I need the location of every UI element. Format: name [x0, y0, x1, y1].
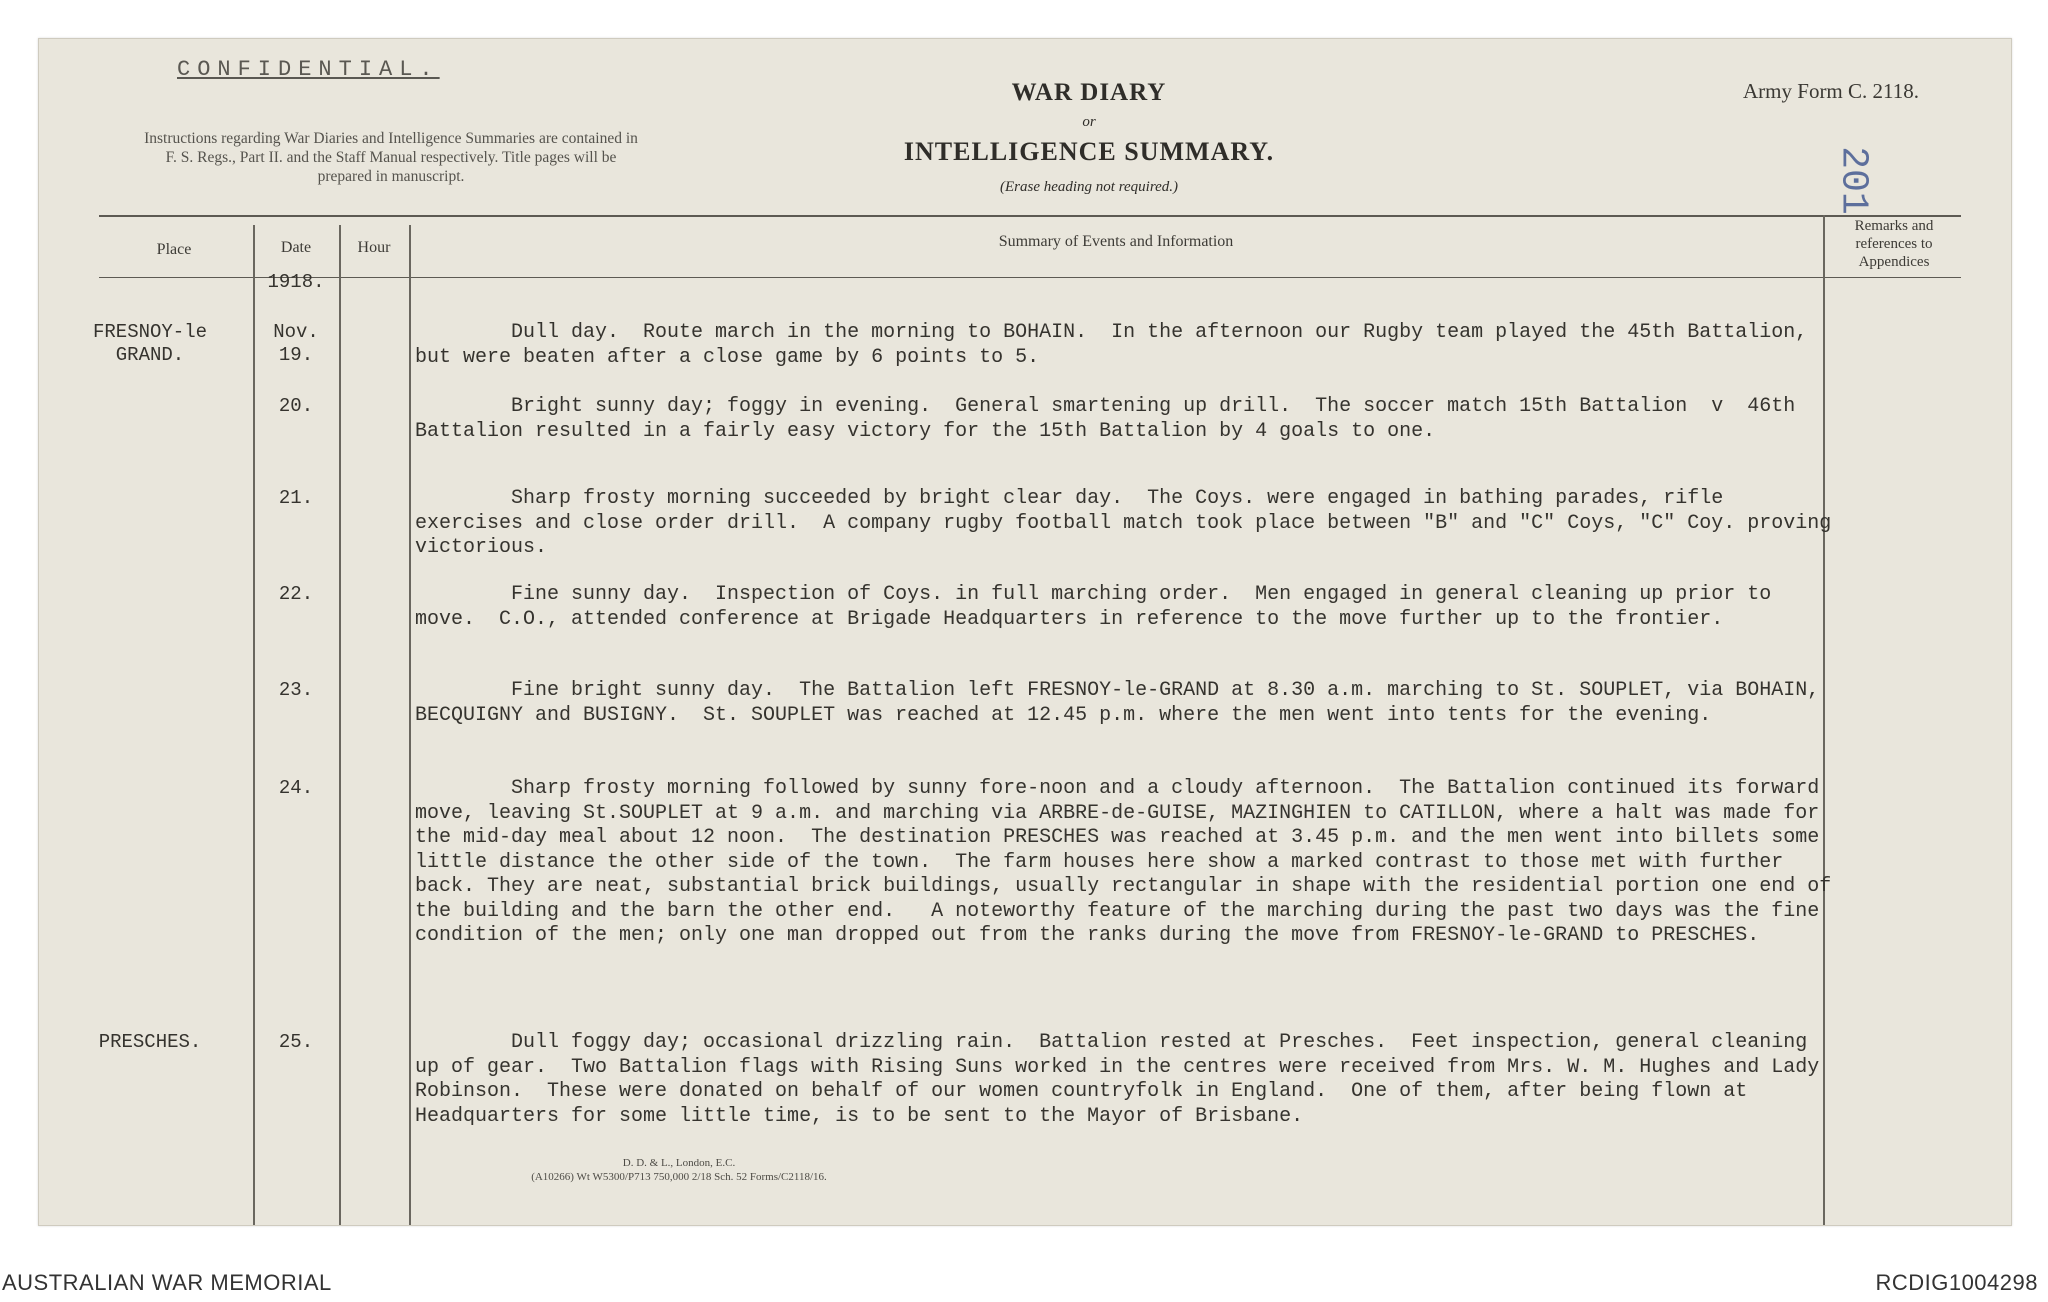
- col-header-hour: Hour: [357, 239, 391, 256]
- title-intelligence-summary: INTELLIGENCE SUMMARY.: [903, 137, 1275, 166]
- date-22: 22.: [278, 583, 314, 605]
- date-20: 20.: [278, 395, 314, 417]
- army-form-number: Army Form C. 2118.: [1743, 79, 1919, 103]
- printer-line-2: (A10266) Wt W5300/P713 750,000 2/18 Sch. 52 Forms/C2118/16.: [531, 1171, 827, 1183]
- date-nov-19: Nov. 19.: [273, 321, 319, 366]
- date-23: 23.: [278, 679, 314, 701]
- date-25: 25.: [278, 1031, 314, 1053]
- col-header-date: Date: [280, 239, 312, 256]
- entry-nov-25: Dull foggy day; occasional drizzling rain. Battalion rested at Presches. Feet inspection, general cleaning up of gear. Two Battalion flags with Rising Suns worked in the centres were received from Mrs. W. M. Hughes and Lady Robinson. These were donated on behalf of our women countryfolk in England. One of them, after being flown at Headquarters for some little time, is to be sent to the Mayor of Brisbane.: [415, 1031, 1832, 1128]
- entry-nov-23: Fine bright sunny day. The Battalion left FRESNOY-le-GRAND at 8.30 a.m. marching to St. SOUPLET, via BOHAIN, BECQUIGNY and BUSIGNY. St. SOUPLET was reached at 12.45 p.m. where the men went into tents for the evening.: [415, 679, 1832, 727]
- diary-sheet: [38, 38, 2012, 1226]
- entry-nov-21: Sharp frosty morning succeeded by bright clear day. The Coys. were engaged in bathing parades, rifle exercises and close order drill. A company rugby football match took place between "B" and "C" Coys, "C" Coy. proving victorious.: [415, 487, 1844, 559]
- col-header-summary: Summary of Events and Information: [998, 233, 1234, 250]
- place-fresnoy: FRESNOY-le GRAND.: [92, 321, 208, 366]
- footer-item-id: RCDIG1004298: [1875, 1270, 2038, 1295]
- place-presches: PRESCHES.: [98, 1031, 202, 1053]
- col-header-place: Place: [156, 241, 192, 258]
- table-top-rule: [99, 215, 1961, 217]
- title-war-diary: WAR DIARY: [1011, 79, 1167, 106]
- date-21: 21.: [278, 487, 314, 509]
- entry-nov-20: Bright sunny day; foggy in evening. General smartening up drill. The soccer match 15th Battalion v 46th Battalion resulted in a fairly easy victory for the 15th Battalion by 4 goals to one.: [415, 395, 1808, 443]
- instructions-note: Instructions regarding War Diaries and Intelligence Summaries are contained in F. S. Regs., Part II. and the Staff Manual respectively. Title pages will be prepared in manuscript.: [144, 130, 638, 185]
- rule-date-hour: [339, 225, 341, 1225]
- erase-heading-note: (Erase heading not required.): [999, 179, 1179, 195]
- printer-imprint: [479, 1156, 879, 1184]
- folio-number: 201: [1831, 146, 1875, 215]
- footer-archive-name: AUSTRALIAN WAR MEMORIAL: [2, 1270, 332, 1295]
- printer-line-1: D. D. & L., London, E.C.: [622, 1157, 736, 1169]
- date-24: 24.: [278, 777, 314, 799]
- rule-hour-summary: [409, 225, 411, 1225]
- rule-place-date: [253, 225, 255, 1225]
- col-header-remarks: Remarks and references to Appendices: [1854, 218, 1934, 270]
- entry-nov-22: Fine sunny day. Inspection of Coys. in full marching order. Men engaged in general cleaning up prior to move. C.O., attended conference at Brigade Headquarters in reference to the move further up to the frontier.: [415, 583, 1784, 631]
- entry-nov-24: Sharp frosty morning followed by sunny fore-noon and a cloudy afternoon. The Battalion continued its forward move, leaving St.SOUPLET at 9 a.m. and marching via ARBRE-de-GUISE, MAZINGHIEN to CATILLON, where a halt was made for the mid-day meal about 12 noon. The destination PRESCHES was reached at 3.45 p.m. and the men went into billets some little distance the other side of the town. The farm houses here show a marked contrast to those met with further back. They are neat, substantial brick buildings, usually rectangular in shape with the residential portion one end of the building and the barn the other end. A noteworthy feature of the marching during the past two days was the fine condition of the men; only one man dropped out from the ranks during the move from FRESNOY-le-GRAND to PRESCHES.: [415, 777, 1844, 947]
- entry-nov-19: Dull day. Route march in the morning to BOHAIN. In the afternoon our Rugby team played the 45th Battalion, but were beaten after a close game by 6 points to 5.: [415, 321, 1820, 369]
- title-or: or: [1082, 114, 1096, 130]
- year-label: 1918.: [267, 271, 325, 293]
- confidential-stamp: CONFIDENTIAL.: [177, 57, 440, 82]
- header-bottom-rule: [99, 277, 1961, 278]
